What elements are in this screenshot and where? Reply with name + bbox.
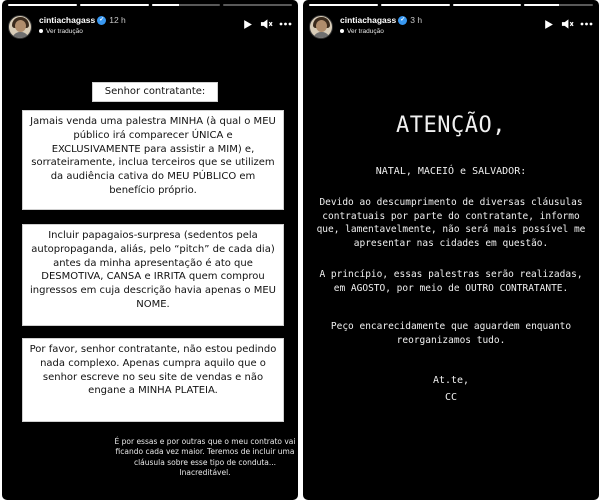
note-title: Senhor contratante: — [92, 82, 218, 102]
story-controls — [541, 17, 593, 31]
post-time: 12 h — [109, 15, 126, 25]
verified-badge-icon: ✓ — [400, 17, 406, 24]
progress-segment — [453, 4, 522, 6]
story-header — [309, 12, 595, 42]
notice-paragraph-3: Peço encarecidamente que aguardem enquanto reorganizamos tudo. — [330, 321, 572, 346]
username[interactable]: cintiachagass — [39, 15, 96, 25]
username-row[interactable] — [39, 15, 126, 25]
notice-paragraph-1: Devido ao descumprimento de diversas cláusulas contratuais por parte do contratante, informo que, lamentavelmente, não será mais possível me apresentar nas cidades em questão. — [316, 197, 586, 249]
notice-heading: ATENÇÃO, — [396, 113, 506, 138]
progress-segment — [80, 4, 149, 6]
translate-label[interactable]: Ver tradução — [347, 28, 384, 35]
username-row[interactable] — [340, 15, 422, 25]
notice-paragraph-2: A princípio, essas palestras serão realizadas, em AGOSTO, por meio de OUTRO CONTRATANTE. — [319, 269, 583, 294]
translate-link[interactable] — [39, 28, 83, 35]
story-progress — [309, 4, 593, 6]
post-time: 3 h — [410, 15, 423, 25]
play-icon[interactable] — [240, 17, 254, 31]
more-dots-icon[interactable] — [579, 17, 593, 31]
play-icon[interactable] — [541, 17, 555, 31]
note-paragraph-3: Por favor, senhor contratante, não estou pedindo nada complexo. Apenas cumpra aquilo que o senhor escreve no seu site de vendas e não engane a MINHA PLATEIA. — [22, 338, 284, 422]
more-dots-icon[interactable] — [278, 17, 292, 31]
translate-dot-icon — [340, 29, 344, 33]
notice-initials: CC — [444, 392, 458, 403]
translate-dot-icon — [39, 29, 43, 33]
speaker-muted-icon[interactable] — [560, 17, 574, 31]
progress-segment — [309, 4, 378, 6]
story-left[interactable] — [2, 0, 298, 500]
notice-sign-off: At.te, — [432, 375, 470, 386]
avatar[interactable] — [8, 15, 32, 39]
note-paragraph-2: Incluir papagaios-surpresa (sedentos pela autopropaganda, aliás, pelo “pitch” de cada dia) antes da minha apresentação é ato que DESMOTIVA, CANSA e IRRITA quem comprou ingressos em cuja descrição havia apenas o MEU NOME. — [22, 224, 284, 326]
story-caption: É por essas e por outras que o meu contrato vai ficando cada vez maior. Teremos de incluir uma cláusula sobre esse tipo de conduta... Inacreditável. — [114, 437, 296, 478]
progress-segment — [223, 4, 292, 6]
progress-segment — [152, 4, 221, 6]
translate-link[interactable] — [340, 28, 384, 35]
verified-badge-icon: ✓ — [99, 17, 105, 24]
story-header — [8, 12, 294, 42]
progress-segment — [524, 4, 593, 6]
username[interactable]: cintiachagass — [340, 15, 397, 25]
speaker-muted-icon[interactable] — [259, 17, 273, 31]
notice-cities: NATAL, MACEIÓ e SALVADOR: — [375, 166, 527, 177]
avatar[interactable] — [309, 15, 333, 39]
translate-label[interactable]: Ver tradução — [46, 28, 83, 35]
note-paragraph-1: Jamais venda uma palestra MINHA (à qual o MEU público irá comparecer ÚNICA e EXCLUSIVAMENTE para assistir a MIM) e, sorrateiramente, inclua terceiros que se utilizem da audiência cativa do MEU PÚBLICO em benefício próprio. — [22, 110, 284, 210]
story-controls — [240, 17, 292, 31]
story-progress — [8, 4, 292, 6]
progress-segment — [8, 4, 77, 6]
story-right[interactable] — [303, 0, 599, 500]
progress-segment — [381, 4, 450, 6]
